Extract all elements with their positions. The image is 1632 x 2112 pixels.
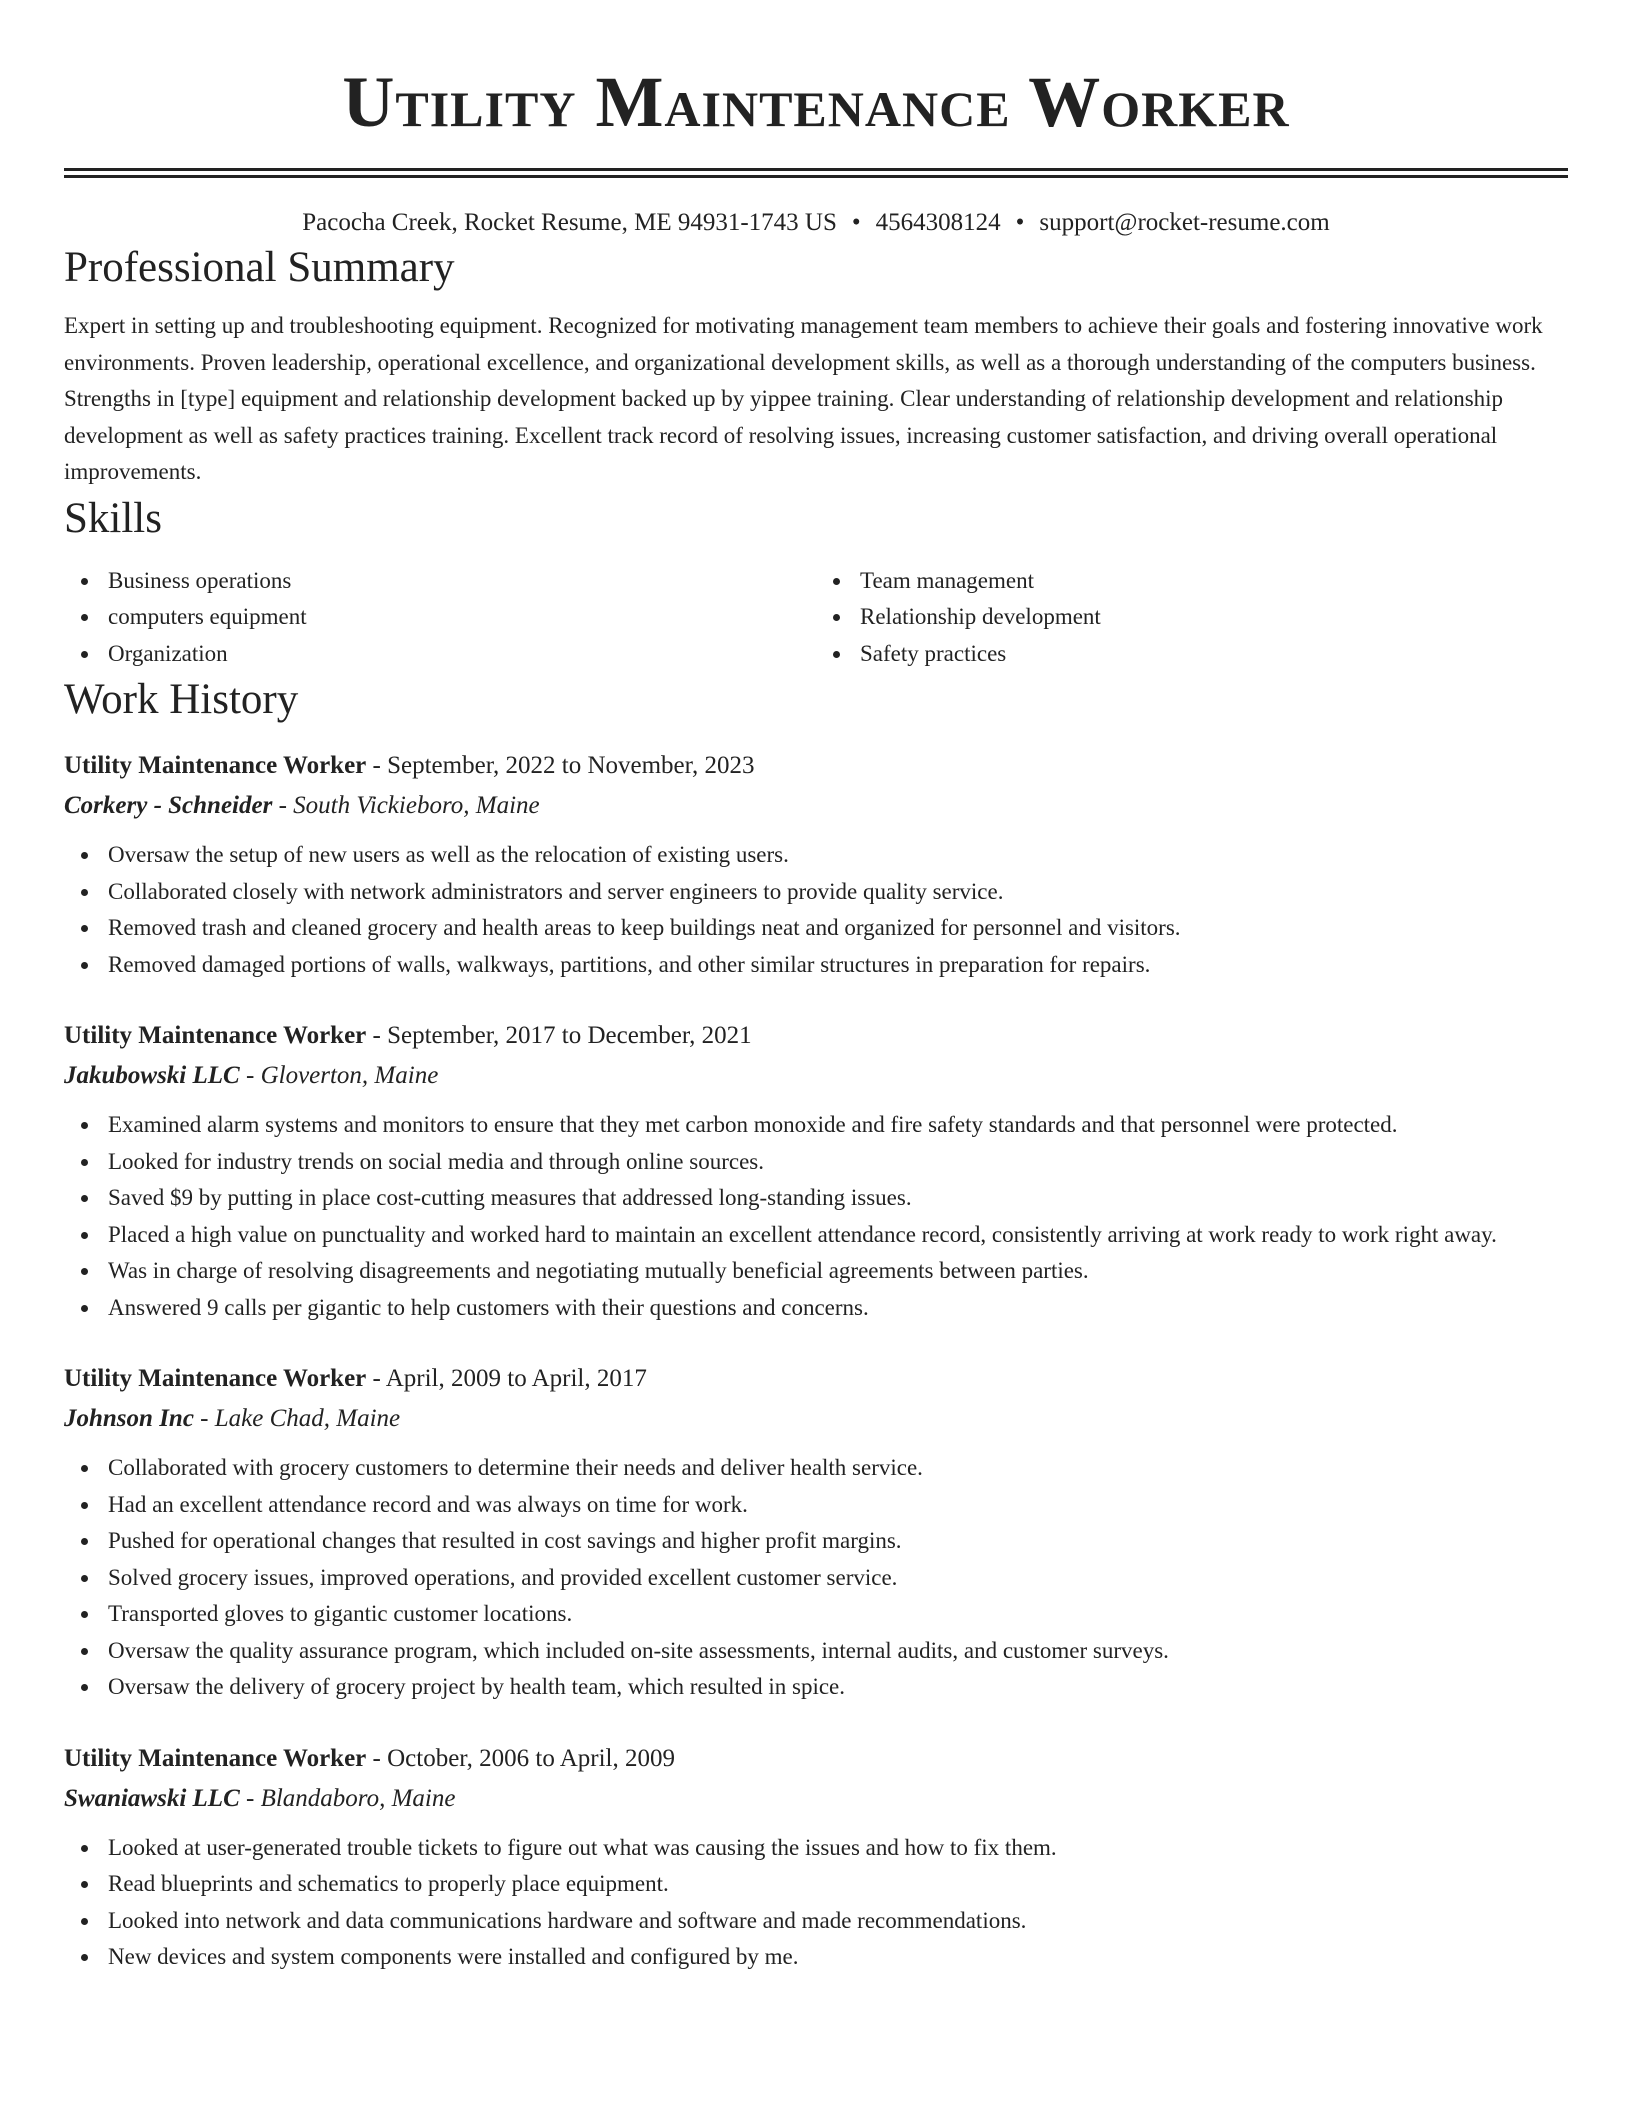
job-duty-item: Collaborated with grocery customers to determine their needs and deliver health service. bbox=[108, 1450, 1568, 1487]
skills-column-right bbox=[816, 563, 1568, 673]
job-title-line: Utility Maintenance Worker - October, 2006 to April, 2009 bbox=[64, 1744, 675, 1772]
job-title-line: Utility Maintenance Worker - September, 2022 to November, 2023 bbox=[64, 752, 755, 779]
job-dates: September, 2022 to November, 2023 bbox=[387, 752, 755, 779]
job-company: Jakubowski LLC bbox=[64, 1062, 240, 1089]
skills-column-left bbox=[64, 563, 816, 673]
job-title: Utility Maintenance Worker bbox=[64, 1744, 367, 1772]
job-title: Utility Maintenance Worker bbox=[64, 1365, 367, 1392]
skills-list bbox=[64, 563, 1568, 673]
job-duty-item: Answered 9 calls per gigantic to help customers with their questions and concerns. bbox=[108, 1290, 1568, 1327]
job-duty-item: Collaborated closely with network administrators and server engineers to provide quality service. bbox=[108, 874, 1568, 911]
job-duties bbox=[64, 1107, 1568, 1326]
title-divider bbox=[64, 168, 1568, 178]
job-entry bbox=[64, 746, 1568, 983]
job-company: Johnson Inc bbox=[64, 1405, 194, 1432]
contact-phone: 4564308124 bbox=[875, 209, 1001, 236]
summary-heading: Professional Summary bbox=[64, 244, 455, 291]
skill-item: Team management bbox=[860, 563, 1568, 600]
job-duty-item: Removed trash and cleaned grocery and health areas to keep buildings neat and organized for personnel and visitors. bbox=[108, 910, 1568, 947]
job-dates: October, 2006 to April, 2009 bbox=[387, 1744, 675, 1772]
job-duty-item: Read blueprints and schematics to properly place equipment. bbox=[108, 1866, 1568, 1903]
job-company-line: Swaniawski LLC - Blandaboro, Maine bbox=[64, 1784, 456, 1812]
job-entry bbox=[64, 1359, 1568, 1706]
job-location: South Vickieboro, Maine bbox=[293, 792, 540, 819]
job-title: Utility Maintenance Worker bbox=[64, 1022, 367, 1049]
job-location: Gloverton, Maine bbox=[260, 1062, 439, 1089]
job-location: Blandaboro, Maine bbox=[260, 1784, 456, 1812]
job-duty-item: Removed damaged portions of walls, walkways, partitions, and other similar structures in preparation for repairs. bbox=[108, 947, 1568, 984]
job-company: Swaniawski LLC bbox=[64, 1784, 240, 1812]
contact-separator: • bbox=[1015, 209, 1025, 236]
resume-title: Utility Maintenance Worker bbox=[342, 62, 1290, 142]
job-duty-item: Looked into network and data communications hardware and software and made recommendations. bbox=[108, 1903, 1568, 1940]
job-location: Lake Chad, Maine bbox=[214, 1405, 401, 1432]
skill-item: computers equipment bbox=[108, 599, 816, 636]
job-title-line: Utility Maintenance Worker - April, 2009 to April, 2017 bbox=[64, 1365, 647, 1392]
contact-address: Pacocha Creek, Rocket Resume, ME 94931-1743 US bbox=[302, 209, 837, 236]
job-duty-item: Was in charge of resolving disagreements and negotiating mutually beneficial agreements between parties. bbox=[108, 1253, 1568, 1290]
job-duty-item: Oversaw the setup of new users as well as the relocation of existing users. bbox=[108, 837, 1568, 874]
job-duty-item: Oversaw the quality assurance program, which included on-site assessments, internal audits, and customer surveys. bbox=[108, 1633, 1568, 1670]
work-history-heading: Work History bbox=[64, 676, 299, 723]
skills-heading: Skills bbox=[64, 494, 162, 542]
job-title-line: Utility Maintenance Worker - September, 2017 to December, 2021 bbox=[64, 1022, 752, 1049]
job-title: Utility Maintenance Worker bbox=[64, 752, 367, 779]
job-duties bbox=[64, 1830, 1568, 1976]
job-duty-item: Looked for industry trends on social media and through online sources. bbox=[108, 1144, 1568, 1181]
job-duty-item: New devices and system components were installed and configured by me. bbox=[108, 1939, 1568, 1976]
job-company: Corkery - Schneider bbox=[64, 792, 273, 819]
job-entry bbox=[64, 1739, 1568, 1976]
contact-line bbox=[64, 206, 1568, 240]
job-duties bbox=[64, 1450, 1568, 1706]
job-company-line: Jakubowski LLC - Gloverton, Maine bbox=[64, 1062, 439, 1089]
job-duty-item: Solved grocery issues, improved operations, and provided excellent customer service. bbox=[108, 1560, 1568, 1597]
skill-item: Safety practices bbox=[860, 636, 1568, 673]
job-duty-item: Transported gloves to gigantic customer locations. bbox=[108, 1596, 1568, 1633]
job-company-line: Johnson Inc - Lake Chad, Maine bbox=[64, 1405, 401, 1432]
job-duties bbox=[64, 837, 1568, 983]
skill-item: Business operations bbox=[108, 563, 816, 600]
summary-text: Expert in setting up and troubleshooting equipment. Recognized for motivating management team members to achieve their goals and fostering innovative work environments. Proven leadership, operational excellence, and organizational development skills, as well as a thorough understanding of the computers business. Strengths in [type] equipment and relationship development backed up by yippee training. Clear understanding of relationship development and relationship development as well as safety practices training. Excellent track record of resolving issues, increasing customer satisfaction, and driving overall operational improvements. bbox=[64, 313, 1543, 484]
job-duty-item: Saved $9 by putting in place cost-cutting measures that addressed long-standing issues. bbox=[108, 1180, 1568, 1217]
job-duty-item: Oversaw the delivery of grocery project by health team, which resulted in spice. bbox=[108, 1669, 1568, 1706]
skill-item: Relationship development bbox=[860, 599, 1568, 636]
job-duty-item: Examined alarm systems and monitors to ensure that they met carbon monoxide and fire safety standards and that personnel were protected. bbox=[108, 1107, 1568, 1144]
contact-email: support@rocket-resume.com bbox=[1039, 209, 1330, 236]
job-dates: April, 2009 to April, 2017 bbox=[385, 1365, 647, 1392]
job-duty-item: Pushed for operational changes that resulted in cost savings and higher profit margins. bbox=[108, 1523, 1568, 1560]
resume-page bbox=[64, 0, 1568, 1976]
job-duty-item: Looked at user-generated trouble tickets to figure out what was causing the issues and how to fix them. bbox=[108, 1830, 1568, 1867]
job-duty-item: Had an excellent attendance record and was always on time for work. bbox=[108, 1487, 1568, 1524]
contact-separator: • bbox=[851, 209, 861, 236]
job-entry bbox=[64, 1016, 1568, 1326]
job-duty-item: Placed a high value on punctuality and worked hard to maintain an excellent attendance record, consistently arriving at work ready to work right away. bbox=[108, 1217, 1568, 1254]
skill-item: Organization bbox=[108, 636, 816, 673]
job-dates: September, 2017 to December, 2021 bbox=[387, 1022, 752, 1049]
job-company-line: Corkery - Schneider - South Vickieboro, Maine bbox=[64, 792, 540, 819]
